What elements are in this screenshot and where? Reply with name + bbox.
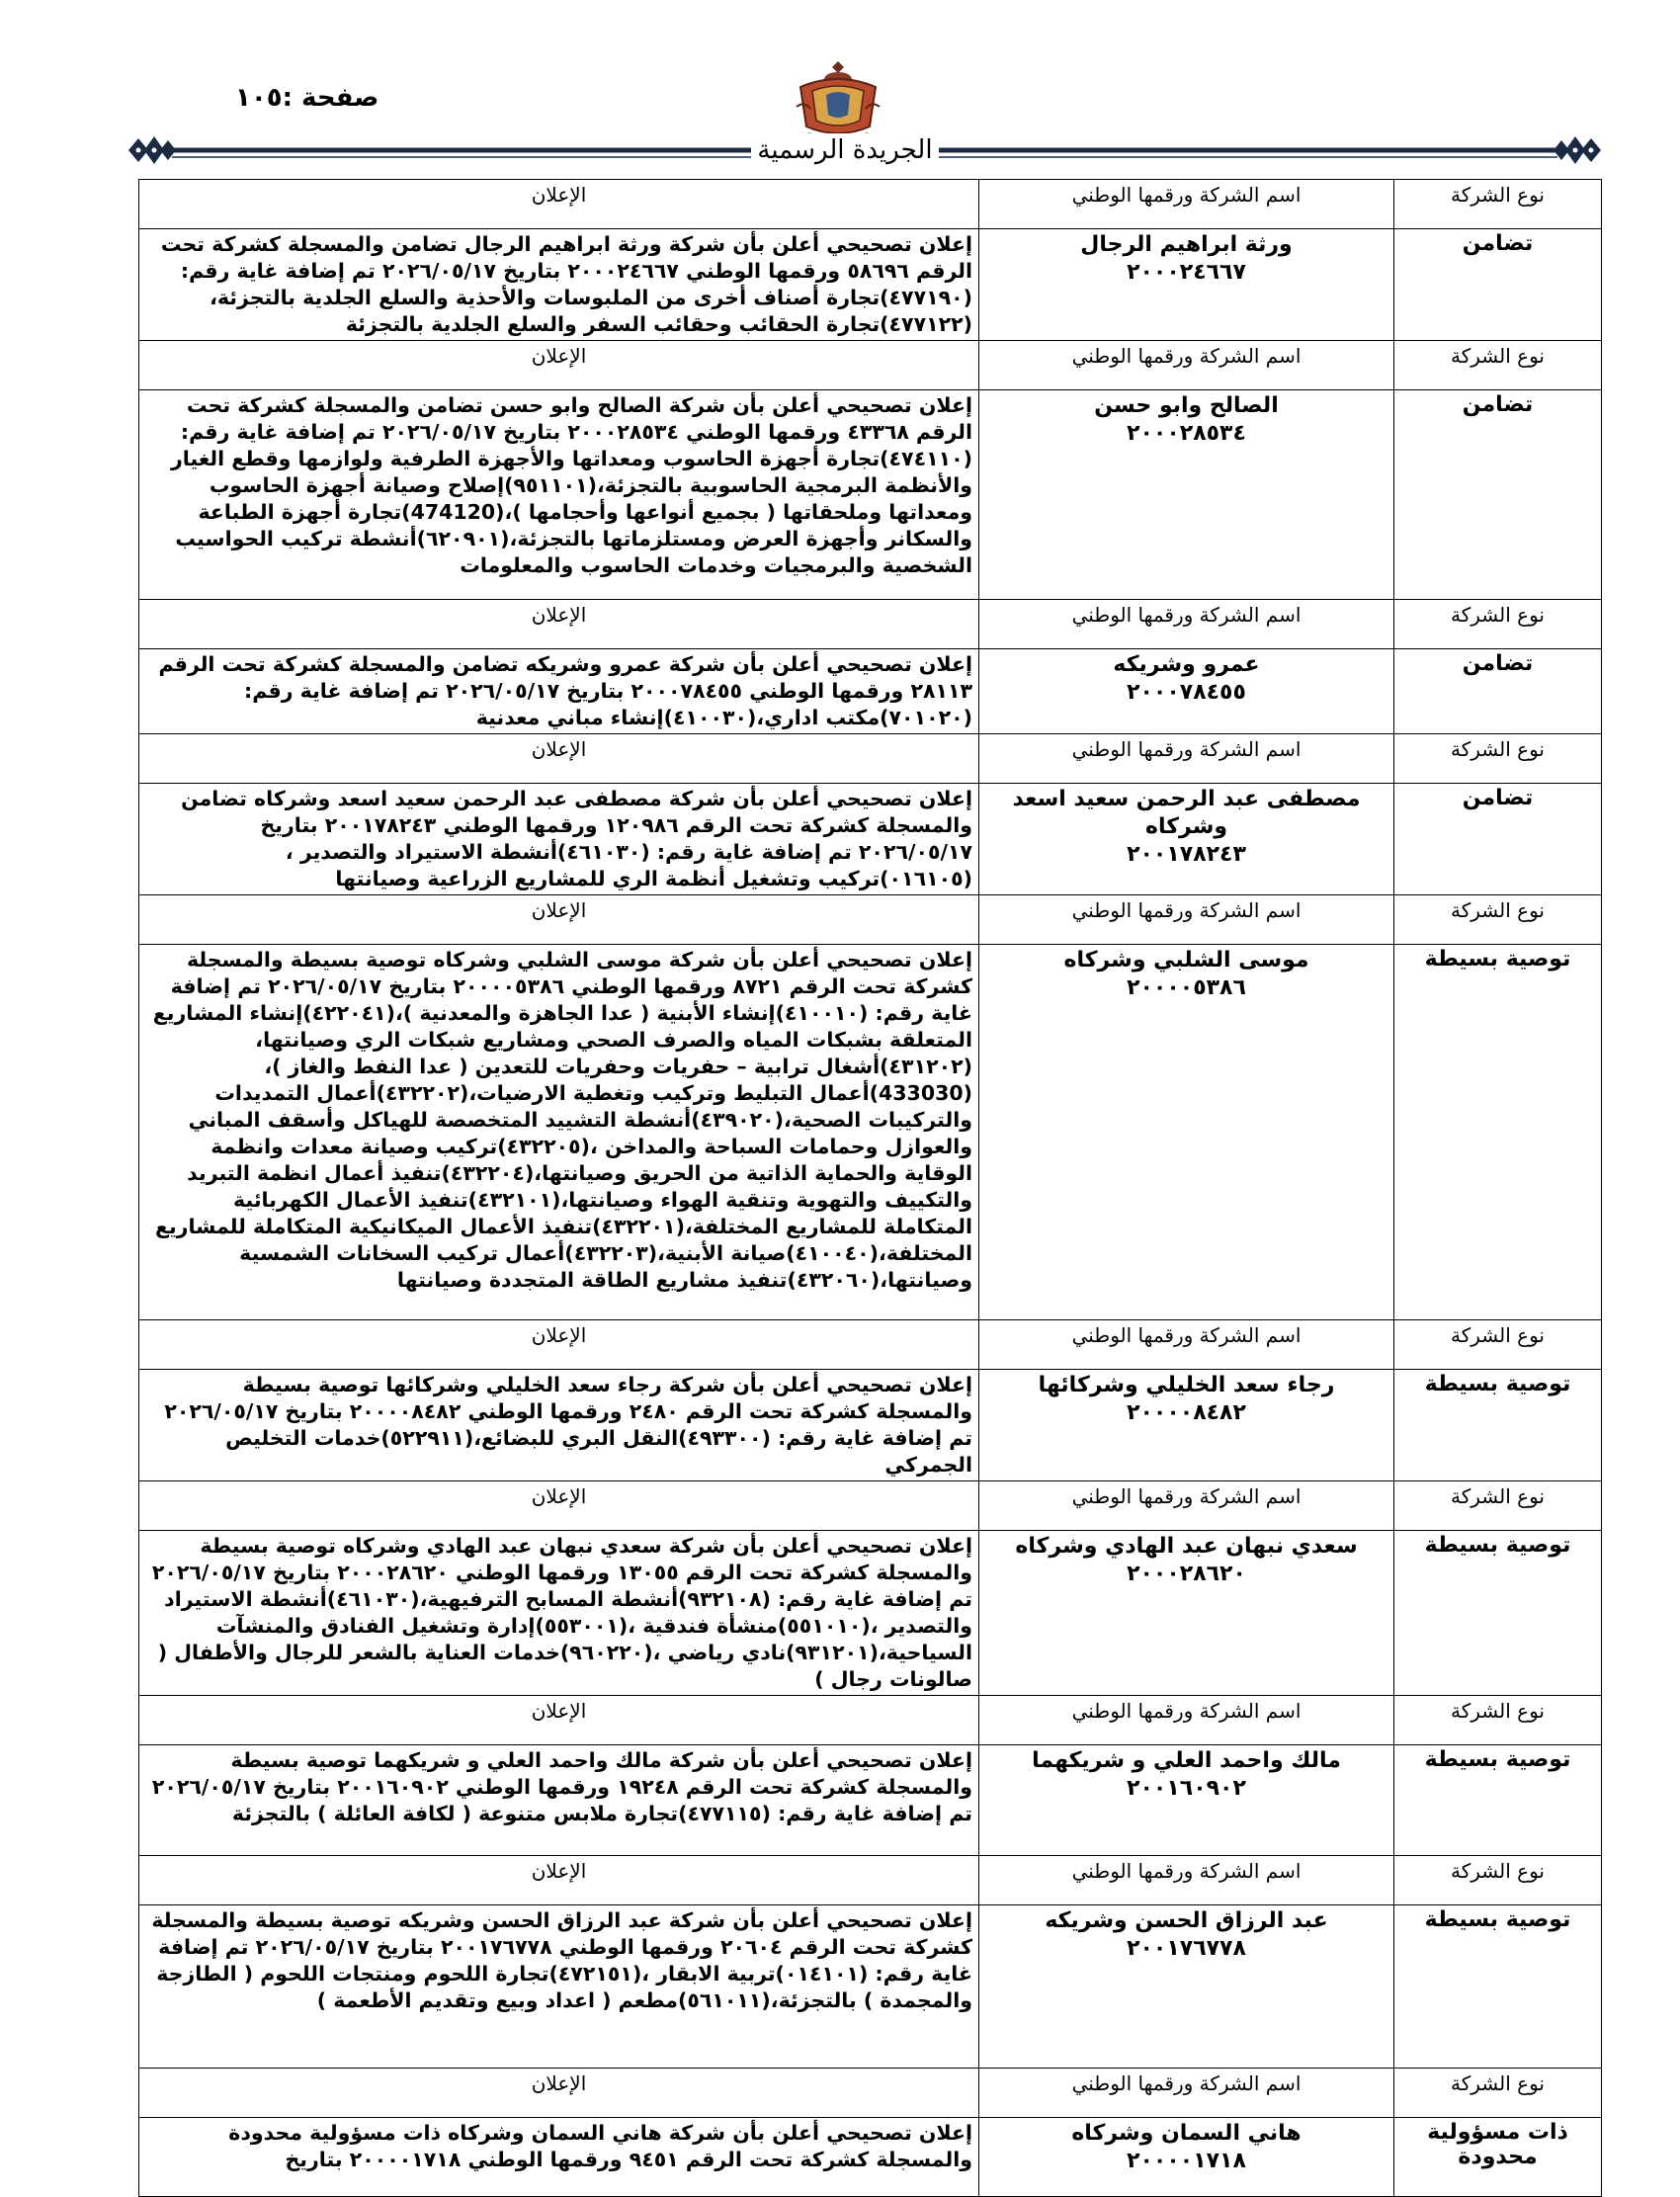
column-header-name: اسم الشركة ورقمها الوطني [979,341,1394,390]
company-name: رجاء سعد الخليلي وشركائها [1038,1373,1335,1397]
national-number: ٢٠٠٠٠٨٤٨٢ [1127,1400,1246,1425]
column-header-announcement: الإعلان [139,341,979,390]
table-row [139,1370,1602,1481]
column-header-type: نوع الشركة [1394,180,1602,229]
national-number: ٢٠٠١٧٨٢٤٣ [1127,842,1246,867]
column-header-announcement: الإعلان [139,2069,979,2118]
table-row [139,1531,1602,1696]
company-type: توصية بسيطة [1394,1370,1602,1481]
table-row [139,1745,1602,1856]
table-row [139,1905,1602,2069]
column-header-type: نوع الشركة [1394,1481,1602,1531]
company-name-cell [979,945,1394,1320]
table-header-row [139,1481,1602,1531]
company-name-cell [979,784,1394,895]
column-header-name: اسم الشركة ورقمها الوطني [979,1856,1394,1905]
column-header-name: اسم الشركة ورقمها الوطني [979,180,1394,229]
company-type: توصية بسيطة [1394,945,1602,1320]
column-header-type: نوع الشركة [1394,2069,1602,2118]
company-name: الصالح وابو حسن [1094,393,1279,418]
national-number: ٢٠٠١٦٠٩٠٢ [1127,1776,1246,1801]
company-type: توصية بسيطة [1394,1531,1602,1696]
announcement-text: إعلان تصحيحي أعلن بأن شركة موسى الشلبي وشركاه توصية بسيطة والمسجلة كشركة تحت الرقم ٨٧٢١ ورقمها الوطني ٢٠٠٠٠٥٣٨٦ بتاريخ ٢٠٢٦/٠٥/١٧ تم إضافة غاية رقم: (٤١٠٠١٠)إنشاء الأبنية ( عدا الجاهزة والمعدنية )،(٤٢٢٠٤١)إنشاء المشاريع المتعلقة بشبكات المياه والصرف الصحي ومشاريع شبكات الري وصيانتها،(٤٣١٢٠٢)أشغال ترابية – حفريات وحفريات للتعدين ( عدا النفط والغاز )،(433030)أعمال التبليط وتركيب وتغطية الارضيات،(٤٣٢٢٠٢)أعمال التمديدات والتركيبات الصحية،(٤٣٩٠٢٠)أنشطة التشييد المتخصصة للهياكل وأسقف المباني والعوازل وحمامات السباحة والمداخن ،(٤٣٢٢٠٥)تركيب وصيانة معدات وانظمة الوقاية والحماية الذاتية من الحريق وصيانتها،(٤٣٢٢٠٤)تنفيذ أعمال انظمة التبريد والتكييف والتهوية وتنقية الهواء وصيانتها،(٤٣٢١٠١)تنفيذ الأعمال الكهربائية المتكاملة للمشاريع المختلفة،(٤٣٢٢٠١)تنفيذ الأعمال الميكانيكية المتكاملة للمشاريع المختلفة،(٤١٠٠٤٠)صيانة الأبنية،(٤٣٢٢٠٣)أعمال تركيب السخانات الشمسية وصيانتها،(٤٣٢٠٦٠)تنفيذ مشاريع الطاقة المتجددة وصيانتها [139,945,979,1320]
national-number: ٢٠٠٠٠٥٣٨٦ [1127,975,1246,1000]
company-name: عبد الرزاق الحسن وشريكه [1045,1908,1328,1933]
table-header-row [139,600,1602,649]
gazette-title: الجريدة الرسمية [751,133,939,167]
table-row [139,784,1602,895]
company-name: مصطفى عبد الرحمن سعيد اسعد وشركاه [1012,787,1361,839]
column-header-name: اسم الشركة ورقمها الوطني [979,600,1394,649]
announcement-text: إعلان تصحيحي أعلن بأن شركة سعدي نبهان عبد الهادي وشركاه توصية بسيطة والمسجلة كشركة تحت الرقم ١٣٠٥٥ ورقمها الوطني ٢٠٠٠٢٨٦٢٠ بتاريخ ٢٠٢٦/٠٥/١٧ تم إضافة غاية رقم: (٩٣٢١٠٨)أنشطة المسابح الترفيهية،(٤٦١٠٣٠)أنشطة الاستيراد والتصدير ،(٥٥١٠١٠)منشأة فندقية ،(٥٥٣٠٠١)إدارة وتشغيل الفنادق والمنشآت السياحية،(٩٣١٢٠١)نادي رياضي ،(٩٦٠٢٢٠)خدمات العناية بالشعر للرجال والأطفال ( صالونات رجال ) [139,1531,979,1696]
national-number: ٢٠٠٠٠١٧١٨ [1127,2149,1246,2173]
column-header-announcement: الإعلان [139,1696,979,1745]
table-header-row [139,2069,1602,2118]
announcement-text: إعلان تصحيحي أعلن بأن شركة عمرو وشريكه تضامن والمسجلة كشركة تحت الرقم ٢٨١١٣ ورقمها الوطني ٢٠٠٠٧٨٤٥٥ بتاريخ ٢٠٢٦/٠٥/١٧ تم إضافة غاية رقم: (٧٠١٠٢٠)مكتب اداري،(٤١٠٠٣٠)إنشاء مباني معدنية [139,649,979,734]
company-name-cell [979,2118,1394,2197]
column-header-name: اسم الشركة ورقمها الوطني [979,1696,1394,1745]
company-name-cell [979,1370,1394,1481]
announcement-text: إعلان تصحيحي أعلن بأن شركة عبد الرزاق الحسن وشريكه توصية بسيطة والمسجلة كشركة تحت الرقم ٢٠٦٠٤ ورقمها الوطني ٢٠٠١٧٦٧٧٨ بتاريخ ٢٠٢٦/٠٥/١٧ تم إضافة غاية رقم: (٠١٤١٠١)تربية الابقار ،(٤٧٢١٥١)تجارة اللحوم ومنتجات اللحوم ( الطازجة والمجمدة ) بالتجزئة،(٥٦١٠١١)مطعم ( اعداد وبيع وتقديم الأطعمة ) [139,1905,979,2069]
company-type: تضامن [1394,390,1602,600]
company-notices-table [138,179,1602,2197]
company-type: توصية بسيطة [1394,1905,1602,2069]
company-name-cell [979,649,1394,734]
table-header-row [139,895,1602,945]
table-header-row [139,1856,1602,1905]
company-name: مالك واحمد العلي و شريكهما [1032,1748,1341,1773]
company-name-cell [979,1745,1394,1856]
column-header-announcement: الإعلان [139,600,979,649]
company-name-cell [979,229,1394,341]
national-number: ٢٠٠٠٢٨٥٣٤ [1127,421,1246,446]
table-row [139,390,1602,600]
page-number: صفحة :١٠٥ [235,83,379,113]
company-name: موسى الشلبي وشركاه [1063,948,1309,972]
table-header-row [139,1696,1602,1745]
column-header-type: نوع الشركة [1394,895,1602,945]
national-number: ٢٠٠٠٢٤٦٦٧ [1127,260,1246,285]
column-header-name: اسم الشركة ورقمها الوطني [979,1320,1394,1370]
column-header-type: نوع الشركة [1394,1696,1602,1745]
column-header-announcement: الإعلان [139,895,979,945]
company-type: توصية بسيطة [1394,1745,1602,1856]
company-type: تضامن [1394,649,1602,734]
company-type: ذات مسؤولية محدودة [1394,2118,1602,2197]
column-header-name: اسم الشركة ورقمها الوطني [979,734,1394,784]
company-name: سعدي نبهان عبد الهادي وشركاه [1015,1534,1358,1559]
company-name: ورثة ابراهيم الرجال [1080,232,1293,257]
national-number: ٢٠٠٠٧٨٤٥٥ [1127,680,1246,705]
column-header-announcement: الإعلان [139,734,979,784]
column-header-type: نوع الشركة [1394,734,1602,784]
column-header-name: اسم الشركة ورقمها الوطني [979,895,1394,945]
column-header-name: اسم الشركة ورقمها الوطني [979,1481,1394,1531]
announcement-text: إعلان تصحيحي أعلن بأن شركة ورثة ابراهيم الرجال تضامن والمسجلة كشركة تحت الرقم ٥٨٦٩٦ ورقمها الوطني ٢٠٠٠٢٤٦٦٧ بتاريخ ٢٠٢٦/٠٥/١٧ تم إضافة غاية رقم: (٤٧٧١٩٠)تجارة أصناف أخرى من الملبوسات والأحذية والسلع الجلدية بالتجزئة،(٤٧٧١٢٢)تجارة الحقائب وحقائب السفر والسلع الجلدية بالتجزئة [139,229,979,341]
column-header-type: نوع الشركة [1394,341,1602,390]
column-header-announcement: الإعلان [139,1320,979,1370]
company-name-cell [979,1531,1394,1696]
company-name: عمرو وشريكه [1113,652,1260,677]
national-number: ٢٠٠٠٢٨٦٢٠ [1127,1562,1246,1586]
table-header-row [139,180,1602,229]
table-row [139,945,1602,1320]
table-row [139,2118,1602,2197]
company-name: هاني السمان وشركاه [1071,2121,1302,2146]
column-header-type: نوع الشركة [1394,600,1602,649]
company-name-cell [979,390,1394,600]
column-header-announcement: الإعلان [139,1856,979,1905]
announcement-text: إعلان تصحيحي أعلن بأن شركة رجاء سعد الخليلي وشركائها توصية بسيطة والمسجلة كشركة تحت الرقم ٢٤٨٠ ورقمها الوطني ٢٠٠٠٠٨٤٨٢ بتاريخ ٢٠٢٦/٠٥/١٧ تم إضافة غاية رقم: (٤٩٣٣٠٠)النقل البري للبضائع،(٥٢٢٩١١)خدمات التخليص الجمركي [139,1370,979,1481]
company-name-cell [979,1905,1394,2069]
national-number: ٢٠٠١٧٦٧٧٨ [1127,1936,1246,1961]
table-header-row [139,734,1602,784]
announcement-text: إعلان تصحيحي أعلن بأن شركة مصطفى عبد الرحمن سعيد اسعد وشركاه تضامن والمسجلة كشركة تحت الرقم ١٢٠٩٨٦ ورقمها الوطني ٢٠٠١٧٨٢٤٣ بتاريخ ٢٠٢٦/٠٥/١٧ تم إضافة غاية رقم: (٤٦١٠٣٠)أنشطة الاستيراد والتصدير ،(٠١٦١٠٥)تركيب وتشغيل أنظمة الري للمشاريع الزراعية وصيانتها [139,784,979,895]
column-header-name: اسم الشركة ورقمها الوطني [979,2069,1394,2118]
column-header-announcement: الإعلان [139,1481,979,1531]
table-row [139,649,1602,734]
table-row [139,229,1602,341]
announcement-text: إعلان تصحيحي أعلن بأن شركة مالك واحمد العلي و شريكهما توصية بسيطة والمسجلة كشركة تحت الرقم ١٩٢٤٨ ورقمها الوطني ٢٠٠١٦٠٩٠٢ بتاريخ ٢٠٢٦/٠٥/١٧ تم إضافة غاية رقم: (٤٧٧١١٥)تجارة ملابس متنوعة ( لكافة العائلة ) بالتجزئة [139,1745,979,1856]
announcement-text: إعلان تصحيحي أعلن بأن شركة هاني السمان وشركاه ذات مسؤولية محدودة والمسجلة كشركة تحت الرقم ٩٤٥١ ورقمها الوطني ٢٠٠٠٠١٧١٨ بتاريخ [139,2118,979,2197]
company-type: تضامن [1394,229,1602,341]
table-header-row [139,1320,1602,1370]
column-header-type: نوع الشركة [1394,1320,1602,1370]
table-header-row [139,341,1602,390]
announcement-text: إعلان تصحيحي أعلن بأن شركة الصالح وابو حسن تضامن والمسجلة كشركة تحت الرقم ٤٣٣٦٨ ورقمها الوطني ٢٠٠٠٢٨٥٣٤ بتاريخ ٢٠٢٦/٠٥/١٧ تم إضافة غاية رقم: (٤٧٤١١٠)تجارة أجهزة الحاسوب ومعداتها والأجهزة الطرفية ولوازمها وقطع الغيار والأنظمة البرمجية الحاسوبية بالتجزئة،(٩٥١١٠١)إصلاح وصيانة أجهزة الحاسوب ومعداتها وملحقاتها ( بجميع أنواعها وأحجامها )،(474120)تجارة أجهزة الطباعة والسكانر وأجهزة العرض ومستلزماتها بالتجزئة،(٦٢٠٩٠١)أنشطة تركيب الحواسيب الشخصية والبرمجيات وخدمات الحاسوب والمعلومات [139,390,979,600]
column-header-announcement: الإعلان [139,180,979,229]
company-type: تضامن [1394,784,1602,895]
column-header-type: نوع الشركة [1394,1856,1602,1905]
